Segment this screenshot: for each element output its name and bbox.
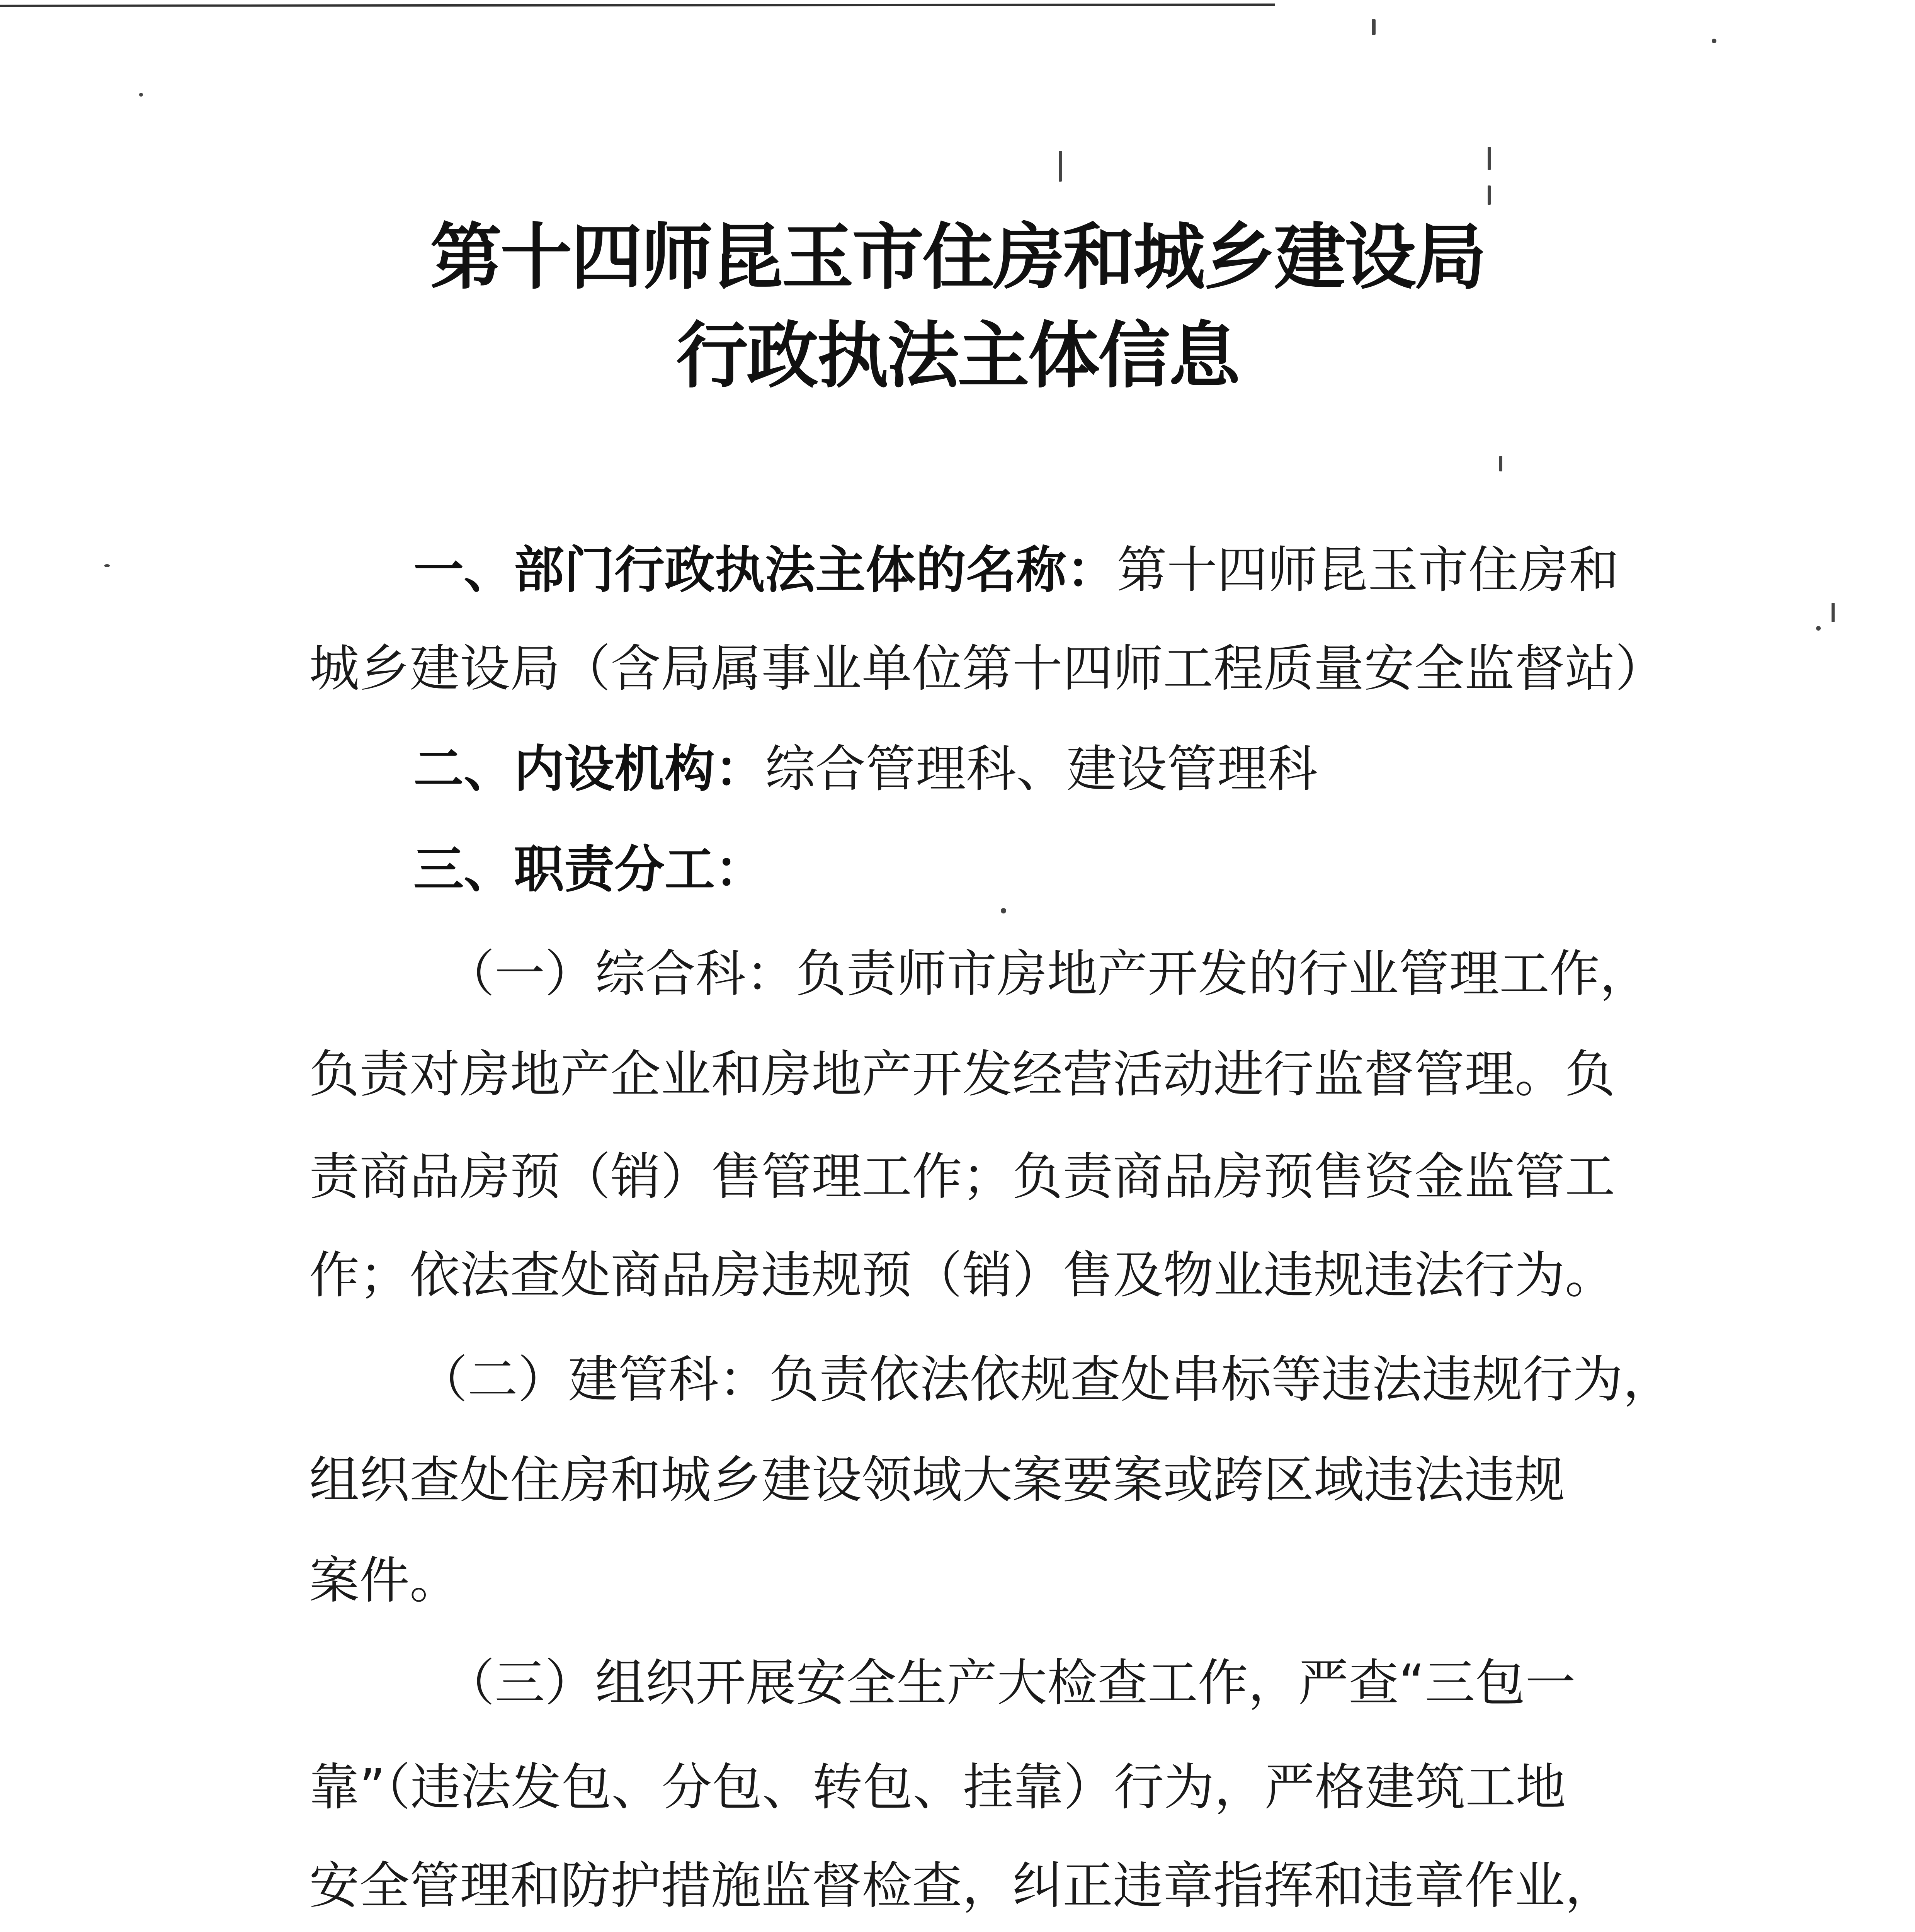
scan-speck [139,93,143,97]
scan-speck [1816,626,1821,631]
scan-speck [1712,39,1716,43]
paragraph2-line3: 案件。 [309,1551,460,1610]
section1-text-line2: 城乡建设局（含局属事业单位第十四师工程质量安全监督站） [309,639,1666,698]
scan-speck [1832,603,1835,622]
section1-line1 [413,531,1646,609]
document-title-line2: 行政执法主体信息 [676,313,1239,398]
paragraph1-line4: 作；依法查处商品房违规预（销）售及物业违规违法行为。 [309,1246,1616,1304]
paragraph3-line1: （三）组织开展安全生产大检查工作，严查“三包一 [444,1653,1576,1712]
scan-edge-line [0,3,1275,7]
paragraph2-line2: 组织查处住房和城乡建设领域大案要案或跨区域违法违规 [309,1451,1565,1509]
paragraph3-line3: 安全管理和防护措施监督检查，纠正违章指挥和违章作业， [309,1856,1616,1915]
scan-speck [104,564,110,567]
paragraph3-line2: 靠”（违法发包、分包、转包、挂靠）行为，严格建筑工地 [309,1758,1566,1816]
scan-speck [1488,185,1491,205]
section2-line [413,730,1646,808]
scan-speck [1499,456,1502,471]
document-title-line1: 第十四师昆玉市住房和城乡建设局 [430,214,1485,299]
section2-heading: 二、内设机构： [413,740,765,798]
scan-speck [1372,19,1376,35]
section3-line [413,831,1646,908]
section1-heading: 一、部门行政执法主体的名称： [413,541,1117,599]
paragraph2-line1: （二）建管科：负责依法依规查处串标等违法违规行为， [417,1350,1673,1409]
scan-speck [1001,908,1006,913]
paragraph1-line1: （一）综合科：负责师市房地产开发的行业管理工作， [444,944,1650,1003]
section1-text-line1: 第十四师昆玉市住房和 [1117,541,1619,599]
scan-speck [1488,147,1491,170]
section3-heading: 三、职责分工： [413,840,765,899]
paragraph1-line3: 责商品房预（销）售管理工作；负责商品房预售资金监管工 [309,1147,1616,1206]
paragraph1-line2: 负责对房地产企业和房地产开发经营活动进行监督管理。负 [309,1045,1616,1104]
section2-text: 综合管理科、建设管理科 [765,740,1318,798]
scan-speck [1059,151,1062,182]
